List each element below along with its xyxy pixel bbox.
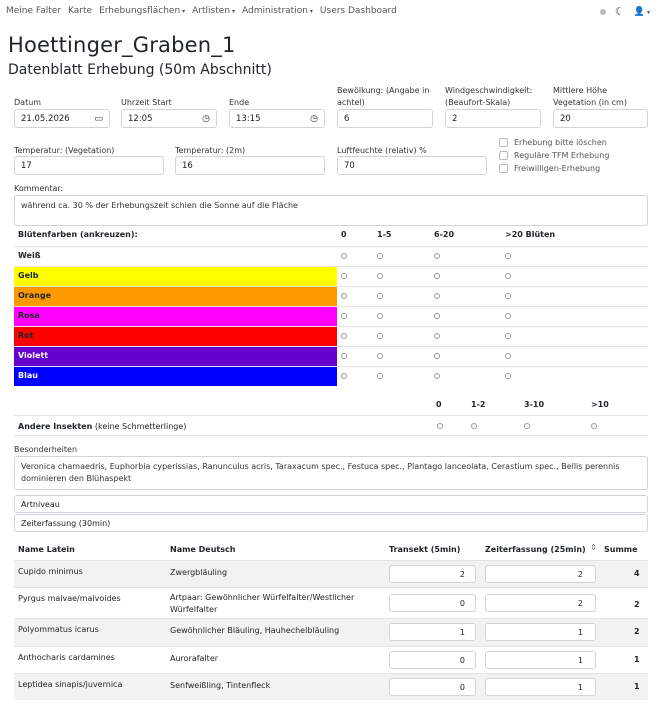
col-header-deutsch[interactable]: Name Deutsch [170, 545, 236, 554]
insekten-col-gt10: >10 [591, 400, 609, 409]
species-latin: Pyrgus malvae/malvoides [18, 594, 121, 603]
windgeschwindigkeit-label: Windgeschwindigkeit: (Beaufort-Skala) [445, 86, 533, 107]
nav-label: Meine Falter [6, 6, 62, 16]
nav-label: Users Dashboard [319, 6, 397, 16]
nav-label: Administration [242, 6, 308, 16]
nav-meine-falter[interactable] [6, 6, 61, 16]
hoehe-vegetation-label: Mittlere Höhe Vegetation (in cm) [553, 86, 627, 107]
zeiterfassung-count-input[interactable]: 2 [485, 565, 596, 583]
checkbox-regulaere-tfm[interactable] [499, 151, 609, 160]
species-deutsch: Senfweißling, Tintenfleck [170, 681, 271, 690]
table-row [14, 587, 648, 618]
blueten-row-label: Weiß [18, 251, 41, 260]
checkbox-box[interactable] [499, 151, 508, 160]
temp-2m-input[interactable]: 16 [175, 156, 325, 175]
nav-administration-dropdown[interactable] [242, 6, 313, 16]
radio-insekten-gt10[interactable] [591, 423, 597, 429]
kommentar-textarea[interactable]: während ca. 30 % der Erhebungszeit schien die Sonne auf die Fläche [14, 195, 648, 226]
zeiterfassung-field[interactable]: Zeiterfassung (30min) [14, 514, 648, 532]
checkbox-label: Freiwilligen-Erhebung [514, 164, 601, 173]
windgeschwindigkeit-input[interactable]: 2 [445, 109, 541, 128]
ende-value: 13:15 [236, 114, 261, 124]
insekten-col-1-2: 1-2 [471, 400, 486, 409]
nav-karte[interactable] [68, 6, 92, 16]
checkbox-label: Erhebung bitte löschen [514, 138, 607, 147]
nav-users-dashboard[interactable] [320, 6, 397, 16]
species-latin: Anthocharis cardamines [18, 653, 115, 662]
col-header-summe[interactable]: Summe [604, 545, 638, 554]
transekt-count-input[interactable]: 0 [389, 594, 476, 612]
ende-input[interactable] [229, 109, 325, 128]
nav-label: Erhebungsflächen [99, 6, 181, 16]
table-row [14, 618, 648, 646]
blueten-row [14, 246, 648, 266]
blueten-row [14, 366, 648, 386]
zeiterfassung-count-input[interactable]: 1 [485, 678, 596, 696]
status-dot-icon[interactable] [600, 9, 606, 15]
radio-insekten-1-2[interactable] [471, 423, 477, 429]
blueten-row [14, 326, 648, 346]
blueten-row-label: Gelb [14, 266, 337, 286]
uhrzeit-start-label: Uhrzeit Start [121, 98, 172, 107]
bewoelkung-input[interactable]: 6 [337, 109, 433, 128]
transekt-count-input[interactable]: 2 [389, 565, 476, 583]
uhrzeit-start-input[interactable] [121, 109, 217, 128]
species-latin: Polyommatus icarus [18, 625, 99, 634]
insekten-col-0: 0 [436, 400, 442, 409]
species-deutsch: Artpaar: Gewöhnlicher Würfelfalter/Westlicher Würfelfalter [170, 593, 355, 614]
nav-label: Karte [68, 6, 93, 16]
chevron-down-icon: ▾ [646, 8, 650, 16]
summe-value: 1 [634, 682, 640, 691]
blueten-col-0: 0 [341, 230, 347, 239]
chevron-down-icon: ▾ [309, 8, 313, 15]
datum-label: Datum [14, 98, 42, 107]
transekt-count-input[interactable]: 0 [389, 651, 476, 669]
blueten-col-6-20: 6-20 [434, 230, 455, 239]
col-header-latin[interactable]: Name Latein [18, 545, 75, 554]
datum-value: 21.05.2026 [21, 114, 70, 124]
zeiterfassung-count-input[interactable]: 2 [485, 594, 596, 612]
uhrzeit-start-value: 12:05 [128, 114, 153, 124]
table-row [14, 673, 648, 700]
bewoelkung-label: Bewölkung: (Angabe in achtel) [337, 86, 430, 107]
chevron-down-icon: ▾ [182, 8, 186, 15]
insekten-row [14, 415, 648, 436]
col-header-transekt[interactable]: Transekt (5min) [389, 545, 461, 554]
table-row [14, 646, 648, 673]
clock-icon[interactable]: ◷ [310, 114, 318, 124]
insekten-label-bold: Andere Insekten [18, 422, 93, 431]
nav-right-tools [600, 5, 650, 18]
species-latin: Cupido minimus [18, 567, 83, 576]
blueten-row-label: Blau [14, 366, 337, 386]
blueten-row-label: Violett [14, 346, 337, 366]
insekten-col-3-10: 3-10 [524, 400, 545, 409]
user-icon: 👤 [633, 6, 645, 17]
kommentar-label: Kommentar: [14, 184, 64, 193]
ende-label: Ende [229, 98, 250, 107]
species-latin: Leptidea sinapis/juvernica [18, 680, 123, 689]
blueten-col-1-5: 1-5 [377, 230, 392, 239]
checkbox-box[interactable] [499, 164, 508, 173]
besonderheiten-textarea[interactable]: Veronica chamaedris, Euphorbia cyperissias, Ranunculus acris, Taraxacum spec., Festuca spec., Plantago lanceolata, Cerastium spec., Bellis perennis dominieren den Blühaspekt [14, 456, 648, 490]
checkbox-erhebung-loeschen[interactable] [499, 138, 607, 147]
blueten-row-label: Rot [14, 326, 337, 346]
species-deutsch: Gewöhnlicher Bläuling, Hauhechelbläuling [170, 626, 340, 635]
zeiterfassung-count-input[interactable]: 1 [485, 623, 596, 641]
calendar-icon[interactable]: ▭ [94, 114, 103, 124]
luftfeuchte-input[interactable]: 70 [337, 156, 487, 175]
species-deutsch: Zwergbläuling [170, 568, 228, 577]
radio-insekten-0[interactable] [437, 423, 443, 429]
summe-value: 1 [634, 655, 640, 664]
nav-erhebungsflaechen-dropdown[interactable] [99, 6, 185, 16]
summe-value: 2 [634, 600, 640, 609]
user-menu[interactable] [634, 7, 650, 17]
blueten-header: Blütenfarben (ankreuzen): [18, 230, 138, 239]
moon-icon[interactable]: ☾ [614, 5, 625, 18]
clock-icon[interactable]: ◷ [202, 114, 210, 124]
blueten-row [14, 306, 648, 326]
radio-insekten-3-10[interactable] [524, 423, 530, 429]
species-deutsch: Aurorafalter [170, 654, 219, 663]
col-header-zeiterfassung[interactable]: Zeiterfassung (25min) [485, 545, 586, 554]
datum-input[interactable] [14, 109, 110, 128]
besonderheiten-label: Besonderheiten [14, 445, 78, 454]
summe-value: 2 [634, 627, 640, 636]
navbar [0, 0, 660, 22]
luftfeuchte-label: Luftfeuchte (relativ) % [337, 146, 427, 155]
blueten-row-label: Rosa [14, 306, 337, 326]
insekten-label-rest: (keine Schmetterlinge) [92, 422, 187, 431]
temp-2m-label: Temperatur: (2m) [175, 146, 246, 155]
summe-value: 4 [634, 569, 640, 578]
blueten-row [14, 346, 648, 366]
nav-label: Artlisten [192, 6, 231, 16]
checkbox-box[interactable] [499, 138, 508, 147]
nav-artlisten-dropdown[interactable] [192, 6, 235, 16]
chevron-down-icon: ▾ [232, 8, 236, 15]
blueten-row [14, 266, 648, 286]
checkbox-label: Reguläre TFM Erhebung [514, 151, 610, 160]
temp-vegetation-input[interactable]: 17 [14, 156, 164, 175]
page-subtitle: Datenblatt Erhebung (50m Abschnitt) [8, 62, 272, 78]
checkbox-freiwilligen[interactable] [499, 164, 600, 173]
page-title: Hoettinger_Graben_1 [8, 33, 236, 57]
table-row [14, 560, 648, 587]
blueten-row [14, 286, 648, 306]
sort-icon[interactable]: ⇕ [590, 543, 597, 552]
artniveau-field[interactable]: Artniveau [14, 495, 648, 513]
transekt-count-input[interactable]: 0 [389, 678, 476, 696]
transekt-count-input[interactable]: 1 [389, 623, 476, 641]
blueten-row-label: Orange [14, 286, 337, 306]
temp-vegetation-label: Temperatur: (Vegetation) [14, 146, 115, 155]
insekten-label [18, 422, 186, 431]
blueten-col-gt20: >20 Blüten [505, 230, 556, 239]
zeiterfassung-count-input[interactable]: 1 [485, 651, 596, 669]
hoehe-vegetation-input[interactable]: 20 [553, 109, 648, 128]
